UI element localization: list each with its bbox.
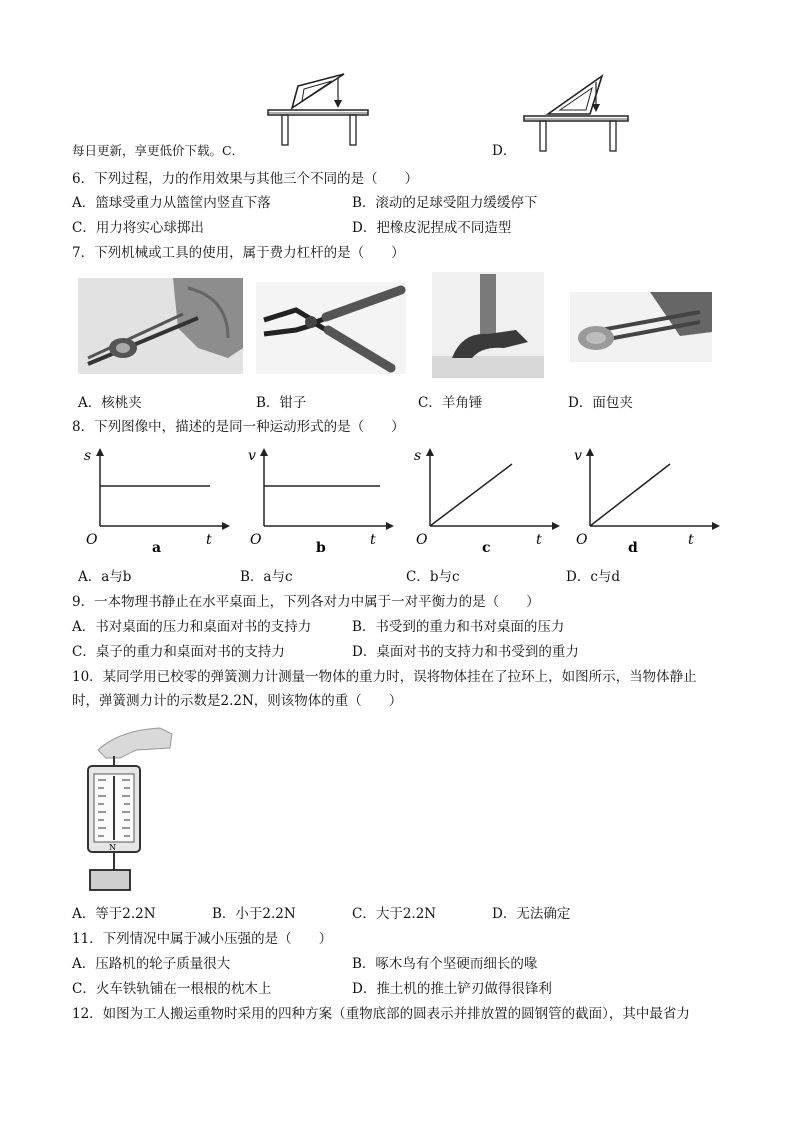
q8-graph-c-yaxis: s <box>414 448 422 464</box>
q6-option-a: A．篮球受重力从篮筐内竖直下落 <box>72 195 271 211</box>
q10-option-b: B．小于2.2N <box>212 906 296 922</box>
q7-stem: 7．下列机械或工具的使用，属于费力杠杆的是（ ） <box>72 245 405 261</box>
q8-graph-d <box>572 446 722 558</box>
q5-figure-c <box>262 66 374 156</box>
q7-photo-bread-tongs <box>570 292 712 362</box>
q12-stem: 12．如图为工人搬运重物时采用的四种方案（重物底部的圆表示并排放置的圆钢管的截面），其中最省力 <box>72 1006 690 1022</box>
q8-option-a: A．a与b <box>78 569 132 585</box>
q10-option-a: A．等于2.2N <box>72 906 156 922</box>
q8-graph-a-yaxis: s <box>84 448 92 464</box>
q11-stem: 11．下列情况中属于减小压强的是（ ） <box>72 931 333 947</box>
q10-scale-unit-label: N <box>109 843 116 852</box>
q7-option-c: C．羊角锤 <box>418 395 483 411</box>
q8-graph-b <box>246 446 396 558</box>
q7-photo-pliers <box>256 282 406 374</box>
q10-spring-scale-figure <box>80 726 180 892</box>
q10-option-c: C．大于2.2N <box>352 906 437 922</box>
q6-option-c: C．用力将实心球掷出 <box>72 220 204 236</box>
q8-graph-a-xaxis: t <box>206 532 212 548</box>
q10-stem-line1: 10．某同学用已校零的弹簧测力计测量一物体的重力时，误将物体挂在了拉环上，如图所示，当物体静止 <box>72 669 697 685</box>
q11-option-a: A．压路机的轮子质量很大 <box>72 956 231 972</box>
q7-photo-nutcracker <box>78 278 243 374</box>
q5-option-c-label: 每日更新，享更低价下载。C． <box>72 143 245 158</box>
q8-graph-d-yaxis: v <box>574 448 582 464</box>
q8-graph-d-caption: d <box>628 540 638 556</box>
q8-graph-b-caption: b <box>316 540 326 556</box>
q8-stem: 8．下列图像中，描述的是同一种运动形式的是（ ） <box>72 419 405 435</box>
q11-option-c: C．火车铁轨铺在一根根的枕木上 <box>72 981 272 997</box>
q10-stem-line2: 时，弹簧测力计的示数是2.2N，则该物体的重（ ） <box>72 693 403 709</box>
q5-option-d-label: D． <box>492 143 517 159</box>
q8-graph-b-origin: O <box>250 532 262 548</box>
q7-option-d: D．面包夹 <box>568 395 633 411</box>
q7-option-a: A．核桃夹 <box>78 395 142 411</box>
q7-photo-claw-hammer <box>432 272 544 378</box>
q9-option-c: C．桌子的重力和桌面对书的支持力 <box>72 644 285 660</box>
q9-stem: 9．一本物理书静止在水平桌面上，下列各对力中属于一对平衡力的是（ ） <box>72 594 540 610</box>
q6-option-b: B．滚动的足球受阻力缓缓停下 <box>352 195 538 211</box>
q11-option-b: B．啄木鸟有个坚硬而细长的喙 <box>352 956 538 972</box>
q8-graph-d-origin: O <box>576 532 588 548</box>
q8-option-b: B．a与c <box>240 569 293 585</box>
q8-graph-c-xaxis: t <box>536 532 542 548</box>
q6-stem: 6．下列过程，力的作用效果与其他三个不同的是（ ） <box>72 171 419 187</box>
q8-graph-d-xaxis: t <box>688 532 694 548</box>
q8-graph-a <box>82 446 232 558</box>
q11-option-d: D．推土机的推土铲刃做得很锋利 <box>352 981 552 997</box>
q8-graph-b-xaxis: t <box>370 532 376 548</box>
q8-graph-c-origin: O <box>416 532 428 548</box>
q9-option-d: D．桌面对书的支持力和书受到的重力 <box>352 644 579 660</box>
q8-option-c: C．b与c <box>406 569 460 585</box>
q10-option-d: D．无法确定 <box>492 906 571 922</box>
q9-option-a: A．书对桌面的压力和桌面对书的支持力 <box>72 619 312 635</box>
q8-graph-c-caption: c <box>482 540 491 556</box>
q7-option-b: B．钳子 <box>256 395 307 411</box>
q6-option-d: D．把橡皮泥捏成不同造型 <box>352 220 512 236</box>
q8-graph-a-caption: a <box>152 540 162 556</box>
q8-graph-a-origin: O <box>86 532 98 548</box>
q8-option-d: D．c与d <box>566 569 621 585</box>
q8-graph-c <box>412 446 562 558</box>
q8-graph-b-yaxis: v <box>248 448 256 464</box>
q5-figure-d <box>520 68 632 158</box>
q9-option-b: B．书受到的重力和书对桌面的压力 <box>352 619 565 635</box>
